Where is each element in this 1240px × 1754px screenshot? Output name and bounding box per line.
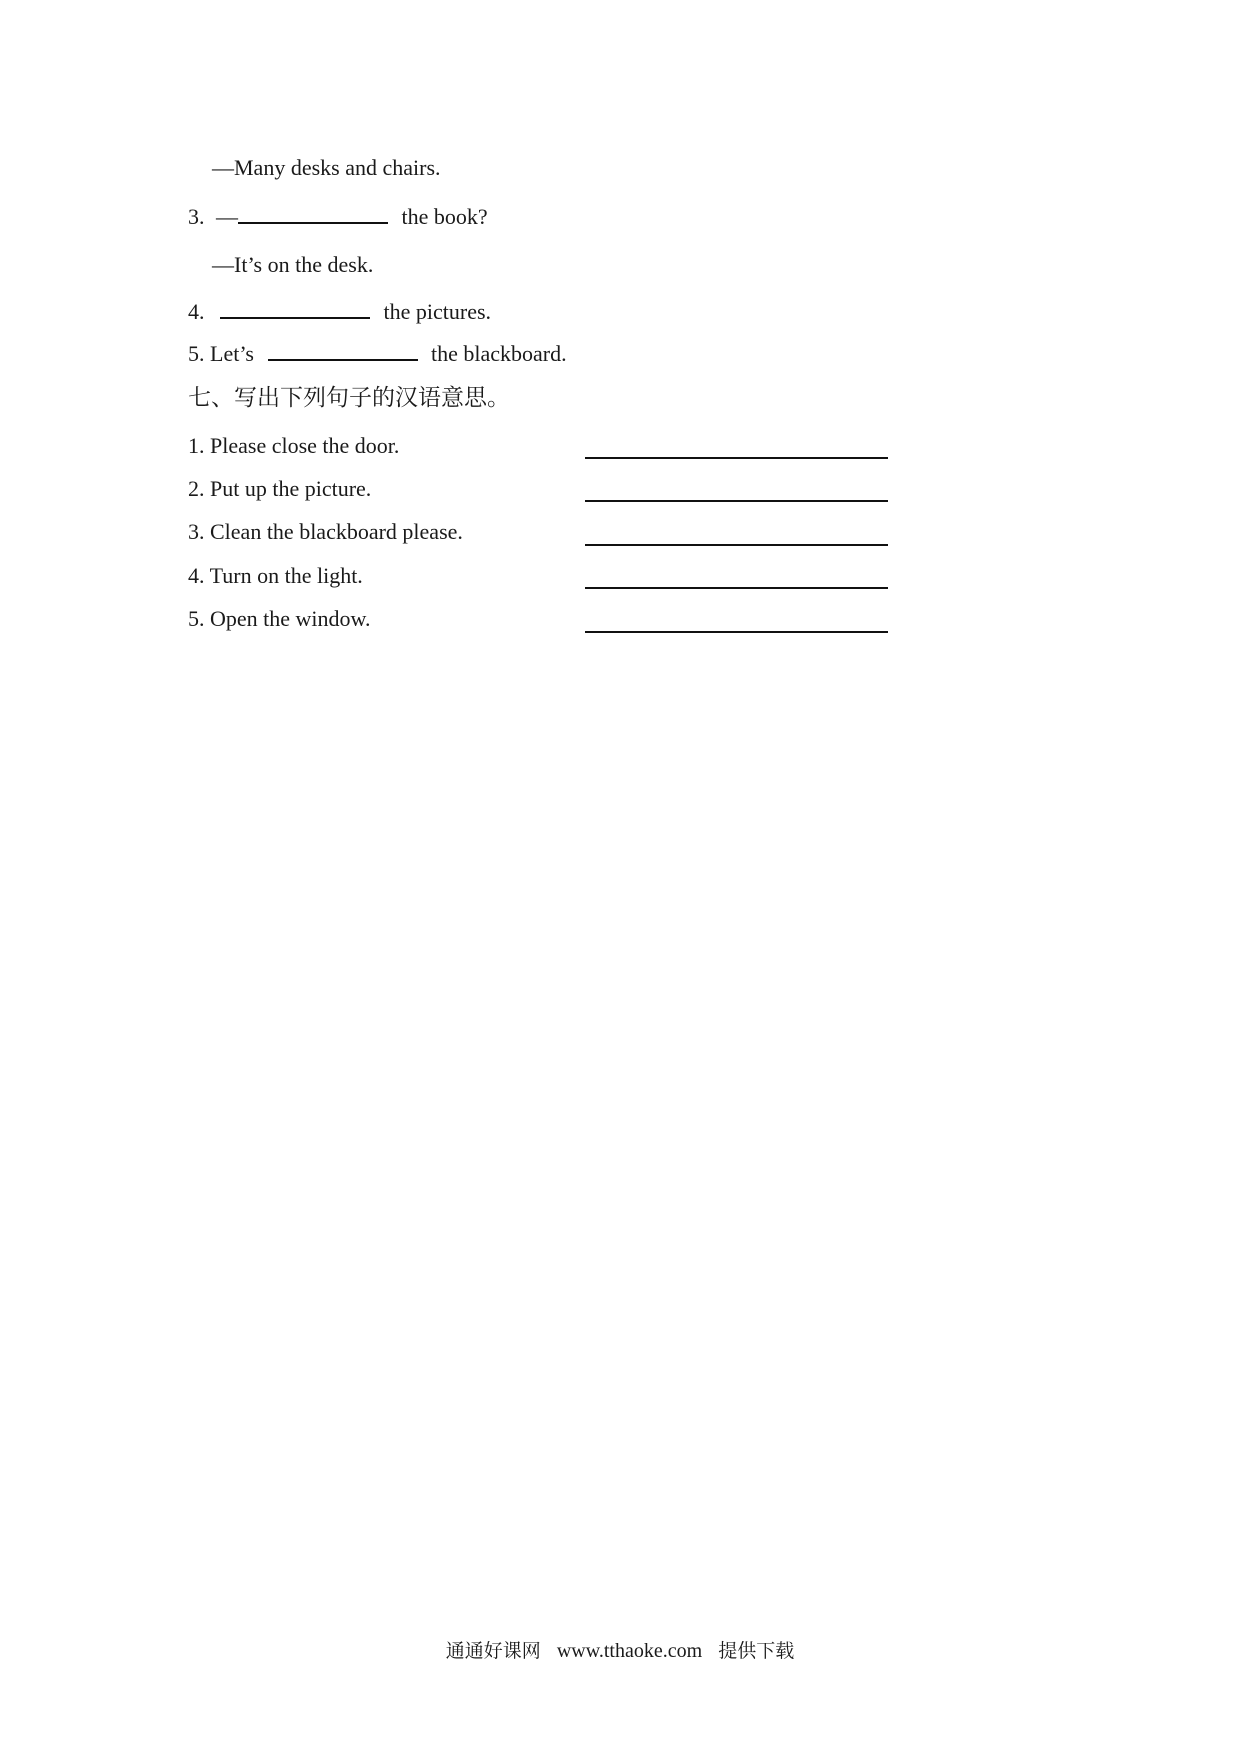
dialogue-dash: — xyxy=(216,204,238,229)
translation-item: 2. Put up the picture. xyxy=(188,476,372,501)
answer-line[interactable] xyxy=(585,587,888,589)
question-4 xyxy=(188,298,491,326)
translation-item: 1. Please close the door. xyxy=(188,433,400,458)
answer-line[interactable] xyxy=(585,631,888,633)
translation-item: 4. Turn on the light. xyxy=(188,563,363,588)
question-text: the blackboard. xyxy=(431,341,567,366)
footer-suffix: 提供下载 xyxy=(718,1640,795,1662)
blank-line[interactable] xyxy=(238,204,388,224)
question-number: 3. xyxy=(188,204,205,229)
blank-line[interactable] xyxy=(268,341,418,361)
footer-url[interactable]: www.tthaoke.com xyxy=(556,1640,703,1662)
translation-item: 3. Clean the blackboard please. xyxy=(188,519,463,544)
question-number: 4. xyxy=(188,299,205,324)
translation-item: 5. Open the window. xyxy=(188,606,371,631)
footer-site-name: 通通好课网 xyxy=(445,1640,541,1662)
answer-line[interactable] xyxy=(585,457,888,459)
question-text: the book? xyxy=(401,204,488,229)
blank-line[interactable] xyxy=(220,299,370,319)
question-5 xyxy=(188,340,567,368)
answer-line[interactable] xyxy=(585,500,888,502)
section-heading: 七、写出下列句子的汉语意思。 xyxy=(188,385,510,411)
question-3 xyxy=(188,203,488,231)
dialogue-answer-3: —It’s on the desk. xyxy=(212,252,374,277)
page-footer xyxy=(0,1636,1240,1663)
question-text: the pictures. xyxy=(383,299,492,324)
answer-line[interactable] xyxy=(585,544,888,546)
question-text: 5. Let’s xyxy=(188,341,254,366)
dialogue-answer-2: —Many desks and chairs. xyxy=(212,155,441,180)
